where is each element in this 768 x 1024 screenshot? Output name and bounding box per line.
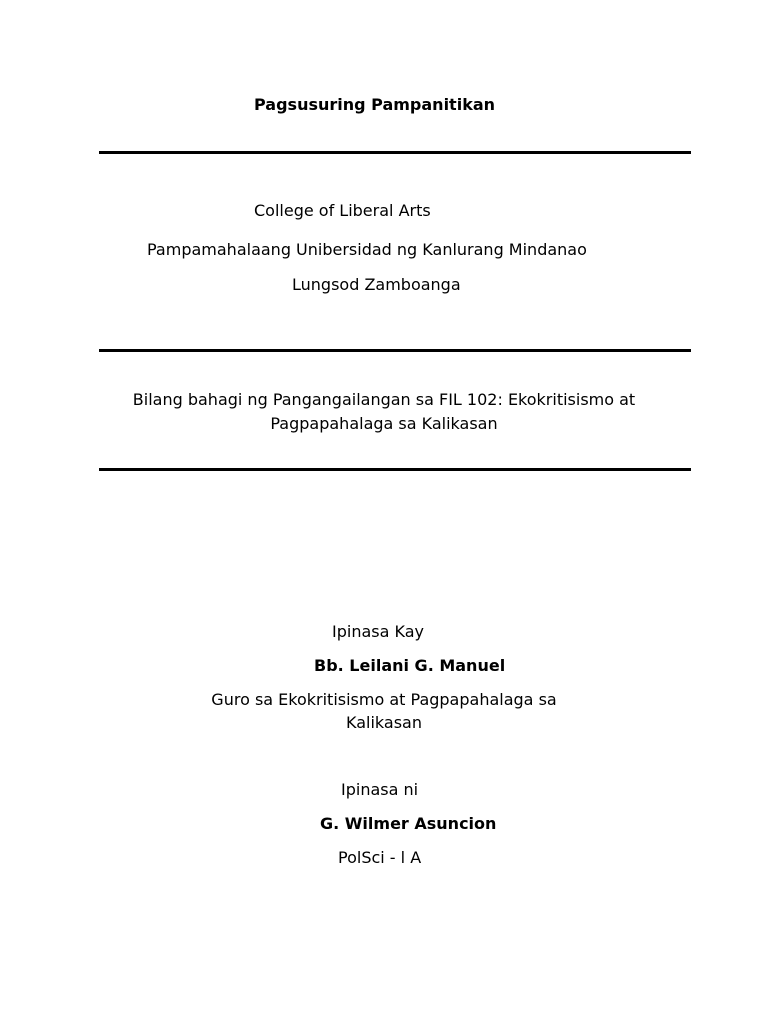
requirement-line-2: Pagpapahalaga sa Kalikasan <box>270 414 498 433</box>
university-name: Pampamahalaang Unibersidad ng Kanlurang Mindanao <box>147 240 587 259</box>
document-title: Pagsusuring Pampanitikan <box>254 95 496 114</box>
divider-middle <box>99 349 691 352</box>
divider-top <box>99 151 691 154</box>
teacher-role-line-1: Guro sa Ekokritisismo at Pagpapahalaga sa <box>211 690 557 709</box>
student-name: G. Wilmer Asuncion <box>320 814 497 833</box>
college-name: College of Liberal Arts <box>254 201 431 220</box>
submitted-to-label: Ipinasa Kay <box>332 622 424 641</box>
teacher-role-line-2: Kalikasan <box>346 713 422 732</box>
teacher-name: Bb. Leilani G. Manuel <box>314 656 506 675</box>
requirement-line-1: Bilang bahagi ng Pangangailangan sa FIL 102: Ekokritisismo at <box>132 390 636 409</box>
student-section: PolSci - l A <box>338 848 422 867</box>
city-name: Lungsod Zamboanga <box>292 275 461 294</box>
submitted-by-label: Ipinasa ni <box>341 780 419 799</box>
divider-bottom <box>99 468 691 471</box>
